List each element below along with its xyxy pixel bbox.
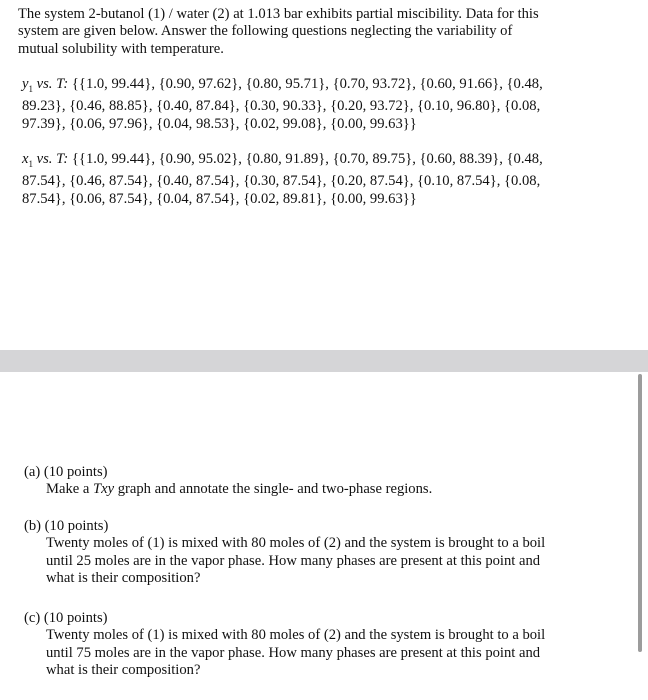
question-label: (b) (10 points) — [24, 518, 109, 534]
question-label: (c) (10 points) — [24, 610, 108, 626]
scrollbar-thumb[interactable] — [638, 374, 642, 652]
question-label: (a) (10 points) — [24, 464, 108, 480]
t-label: T: — [56, 76, 69, 92]
vs-label: vs. — [36, 76, 53, 92]
data-line — [22, 76, 543, 98]
data-line: 87.54}, {0.06, 87.54}, {0.04, 87.54}, {0.02, 89.81}, {0.00, 99.63}} — [22, 190, 417, 207]
question-a — [24, 464, 432, 499]
y-subscript: 1 — [28, 83, 33, 94]
vs-label: vs. — [36, 151, 53, 167]
question-text: graph and annotate the single- and two-phase regions. — [114, 481, 433, 498]
question-line: what is their composition? — [46, 662, 201, 679]
txy-term: Txy — [93, 481, 115, 498]
t-label: T: — [56, 151, 69, 167]
x1-vs-t-data — [22, 151, 543, 208]
data-line: 89.23}, {0.46, 88.85}, {0.40, 87.84}, {0.30, 90.33}, {0.20, 93.72}, {0.10, 96.80}, {0.08, — [22, 98, 541, 115]
question-line: until 75 moles are in the vapor phase. How many phases are present at this point and — [46, 644, 541, 661]
question-line: until 25 moles are in the vapor phase. How many phases are present at this point and — [46, 552, 541, 569]
question-c — [24, 610, 545, 680]
y1-vs-t-data — [22, 76, 543, 133]
question-body — [24, 481, 432, 498]
y-variable-label: y — [22, 76, 29, 92]
data-line: 87.54}, {0.46, 87.54}, {0.40, 87.54}, {0.30, 87.54}, {0.20, 87.54}, {0.10, 87.54}, {0.08, — [22, 173, 541, 190]
question-line: what is their composition? — [46, 570, 201, 587]
data-line — [22, 151, 543, 173]
data-values: {{1.0, 99.44}, {0.90, 95.02}, {0.80, 91.89}, {0.70, 89.75}, {0.60, 88.39}, {0.48, — [68, 151, 543, 167]
x-variable-label: x — [22, 151, 29, 167]
question-text: Make a — [46, 481, 94, 498]
problem-intro — [18, 6, 539, 58]
question-line: Twenty moles of (1) is mixed with 80 moles of (2) and the system is brought to a boil — [46, 627, 546, 644]
page-divider-band — [0, 350, 648, 372]
question-b — [24, 518, 545, 588]
intro-line: system are given below. Answer the following questions neglecting the variability of — [18, 23, 513, 40]
data-line: 97.39}, {0.06, 97.96}, {0.04, 98.53}, {0.02, 99.08}, {0.00, 99.63}} — [22, 115, 417, 132]
data-values: {{1.0, 99.44}, {0.90, 97.62}, {0.80, 95.71}, {0.70, 93.72}, {0.60, 91.66}, {0.48, — [68, 76, 543, 92]
question-line: Twenty moles of (1) is mixed with 80 moles of (2) and the system is brought to a boil — [46, 535, 546, 552]
x-subscript: 1 — [28, 158, 33, 169]
intro-line: The system 2-butanol (1) / water (2) at 1.013 bar exhibits partial miscibility. Data for this — [18, 6, 539, 22]
intro-line: mutual solubility with temperature. — [18, 40, 224, 57]
